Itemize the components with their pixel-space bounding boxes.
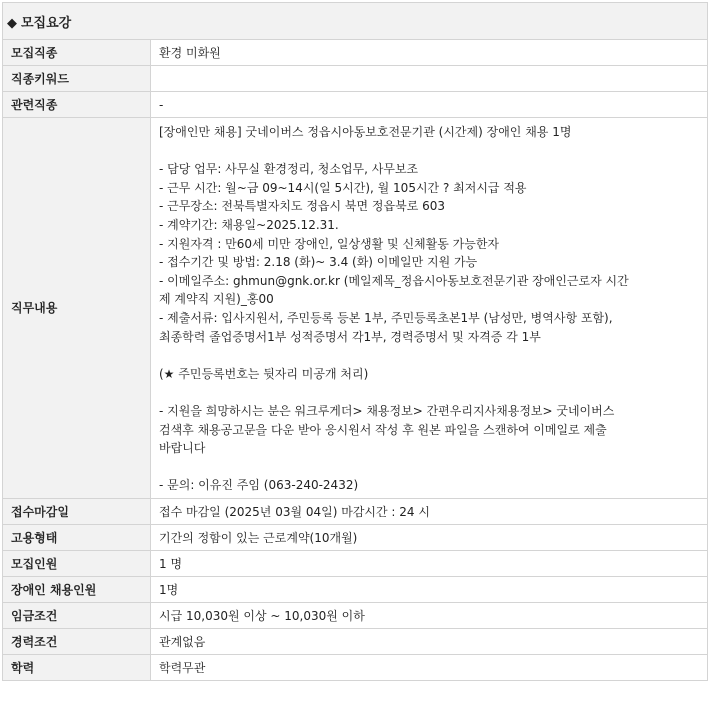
diamond-icon: ◆ <box>7 15 17 31</box>
row-value: 시급 10,030원 이상 ~ 10,030원 이하 <box>151 602 708 628</box>
row-label: 모집직종 <box>3 40 151 66</box>
table-row <box>3 66 708 92</box>
job-line <box>159 142 707 161</box>
row-label: 장애인 채용인원 <box>3 576 151 602</box>
row-label: 모집인원 <box>3 550 151 576</box>
job-line: 최종학력 졸업증명서1부 성적증명서 각1부, 경력증명서 및 자격증 각 1부 <box>159 329 541 344</box>
job-line: - 근무 시간: 월~금 09~14시(일 5시간), 월 105시간 ? 최저시급 적용 <box>159 180 527 195</box>
table-row <box>3 498 708 524</box>
job-line: - 문의: 이유진 주임 (063-240-2432) <box>159 478 359 493</box>
row-value: 관계없음 <box>151 628 708 654</box>
table-row <box>3 524 708 550</box>
job-line: - 지원을 희망하시는 분은 워크루게더> 채용정보> 간편우리지사채용정보> 굿네이버스 <box>159 403 615 418</box>
job-line <box>159 346 707 365</box>
job-line: - 근무장소: 전북특별자치도 정읍시 북면 정읍북로 603 <box>159 199 446 214</box>
table-row <box>3 92 708 118</box>
job-line: 바랍니다 <box>159 441 206 456</box>
job-line <box>159 458 707 477</box>
table-row <box>3 40 708 66</box>
job-line: - 접수기간 및 방법: 2.18 (화)~ 3.4 (화) 이메일만 지원 가능 <box>159 255 478 270</box>
row-value: 접수 마감일 (2025년 03월 04일) 마감시간 : 24 시 <box>151 498 708 524</box>
row-label: 경력조건 <box>3 628 151 654</box>
job-line <box>159 383 707 402</box>
row-value <box>151 66 708 92</box>
job-line: - 제출서류: 입사지원서, 주민등록 등본 1부, 주민등록초본1부 (남성만, 병역사항 포함), <box>159 310 613 325</box>
job-line: - 계약기간: 채용일~2025.12.31. <box>159 217 339 232</box>
recruitment-table <box>2 2 708 681</box>
row-value: 1 명 <box>151 550 708 576</box>
row-value: 1명 <box>151 576 708 602</box>
job-description-content <box>151 118 708 499</box>
row-label: 직무내용 <box>3 118 151 499</box>
row-value: 기간의 정함이 있는 근로계약(10개월) <box>151 524 708 550</box>
table-row <box>3 602 708 628</box>
section-title <box>3 3 708 40</box>
table-row <box>3 576 708 602</box>
row-value: - <box>151 92 708 118</box>
job-line: [장애인만 채용] 굿네이버스 정읍시아동보호전문기관 (시간제) 장애인 채용 1명 <box>159 125 572 139</box>
section-title-text: 모집요강 <box>21 15 72 31</box>
job-line: 제 계약직 지원)_홍00 <box>159 292 274 307</box>
row-label: 고용형태 <box>3 524 151 550</box>
row-label: 학력 <box>3 654 151 680</box>
row-label: 관련직종 <box>3 92 151 118</box>
table-row <box>3 628 708 654</box>
row-value: 환경 미화원 <box>151 40 708 66</box>
section-header-row <box>3 3 708 40</box>
job-line: - 이메일주소: ghmun@gnk.or.kr (메일제목_정읍시아동보호전문기관 장애인근로자 시간 <box>159 273 629 288</box>
table-row <box>3 550 708 576</box>
recruitment-summary <box>2 2 707 681</box>
row-label: 임금조건 <box>3 602 151 628</box>
table-row <box>3 654 708 680</box>
job-line: - 지원자격 : 만60세 미만 장애인, 일상생활 및 신체활동 가능한자 <box>159 236 499 251</box>
job-description-row <box>3 118 708 499</box>
job-line: 검색후 채용공고문을 다운 받아 응시원서 작성 후 원본 파일을 스캔하여 이메일로 제출 <box>159 422 607 437</box>
row-value: 학력무관 <box>151 654 708 680</box>
job-line: (★ 주민등록번호는 뒷자리 미공개 처리) <box>159 366 369 381</box>
row-label: 직종키워드 <box>3 66 151 92</box>
row-label: 접수마감일 <box>3 498 151 524</box>
job-line: - 담당 업무: 사무실 환경정리, 청소업무, 사무보조 <box>159 162 419 177</box>
